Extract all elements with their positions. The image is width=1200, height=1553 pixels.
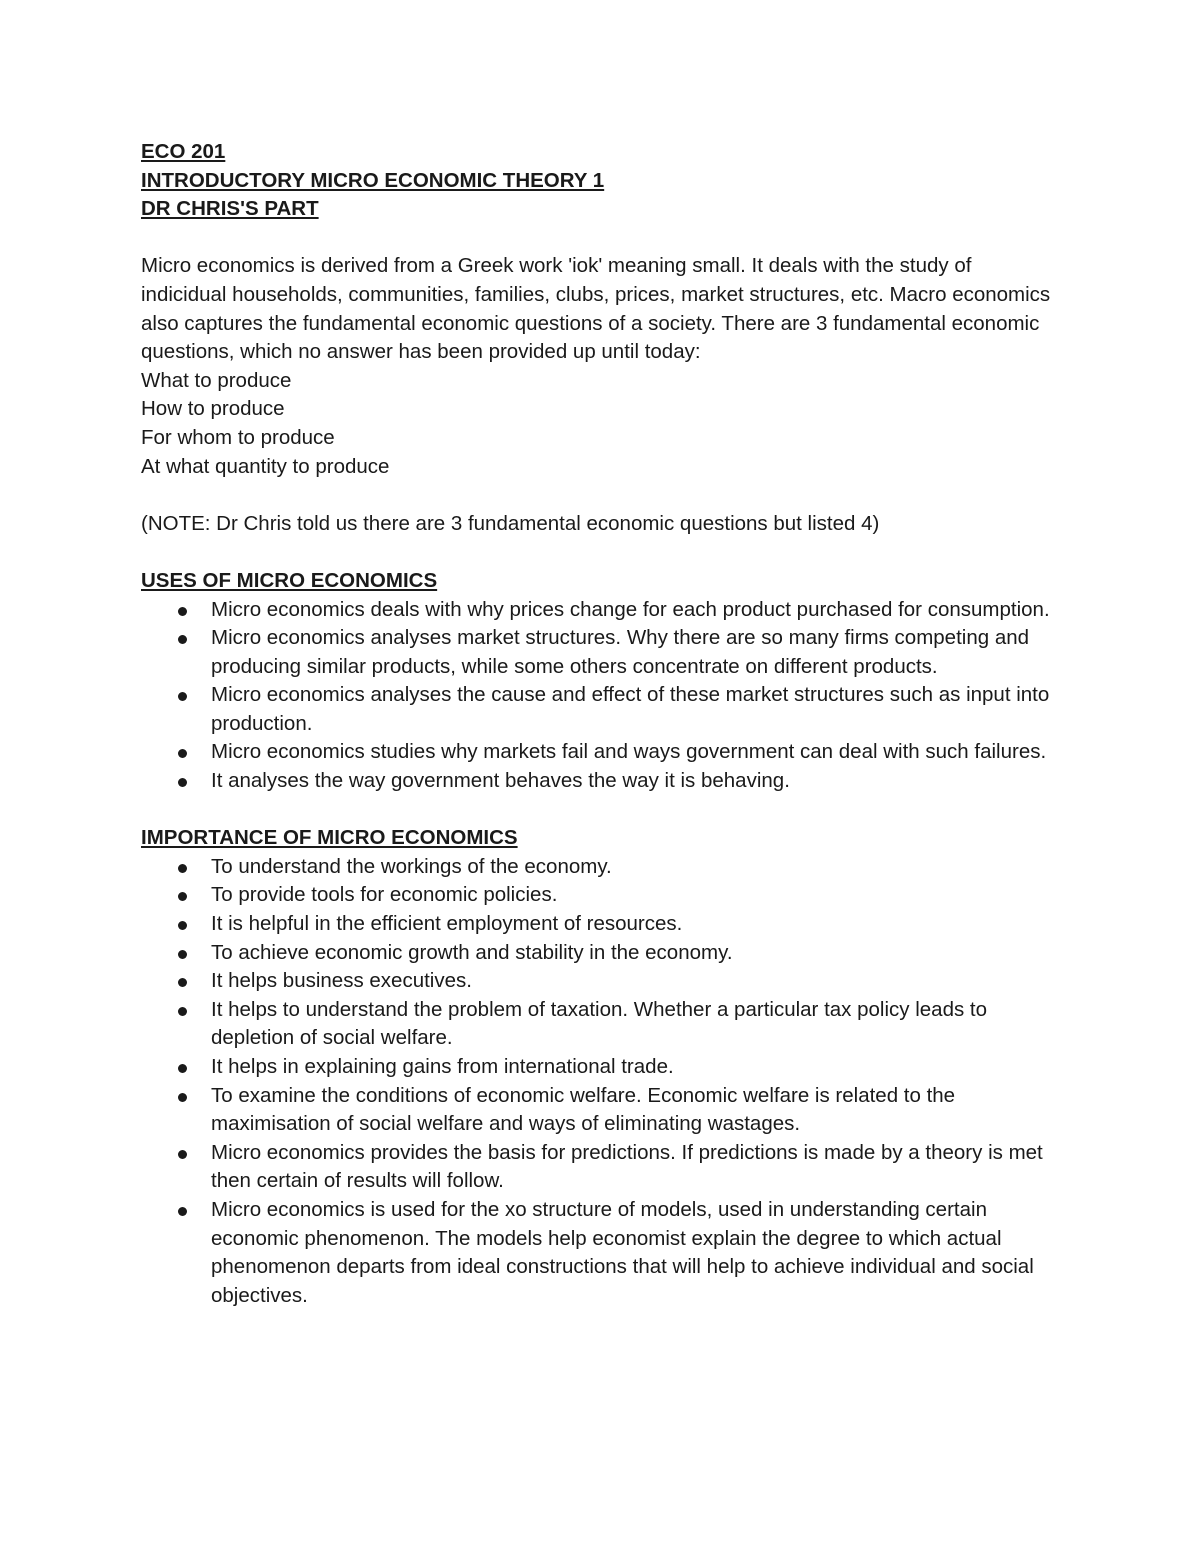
question-line: At what quantity to produce	[141, 454, 390, 478]
document-page	[141, 138, 1056, 1310]
uses-list	[141, 596, 1056, 796]
list-item-text: It helps to understand the problem of taxation. Whether a particular tax policy leads to depletion of social welfare.	[211, 997, 988, 1050]
list-item	[141, 767, 1056, 796]
list-item-text: Micro economics is used for the xo structure of models, used in understanding certain economic phenomenon. The models help economist explain the degree to which actual phenomenon departs from ideal constructions that will help to achieve individual and social objectives.	[211, 1197, 1034, 1307]
bullet-icon	[178, 892, 187, 901]
list-item	[141, 1196, 1056, 1310]
bullet-icon	[178, 864, 187, 873]
list-item-text: It helps in explaining gains from international trade.	[211, 1055, 674, 1078]
list-item-text: To achieve economic growth and stability in the economy.	[211, 940, 733, 964]
bullet-icon	[178, 1150, 187, 1159]
course-title-heading: INTRODUCTORY MICRO ECONOMIC THEORY 1	[141, 168, 605, 192]
importance-list	[141, 853, 1056, 1311]
list-item	[141, 681, 1056, 738]
list-item	[141, 996, 1056, 1053]
list-item	[141, 1139, 1056, 1196]
list-item-text: Micro economics studies why markets fail and ways government can deal with such failures.	[211, 740, 1047, 764]
list-item	[141, 881, 1056, 910]
bullet-icon	[178, 778, 187, 787]
uses-heading: USES OF MICRO ECONOMICS	[141, 568, 438, 592]
spacer	[141, 224, 1056, 253]
part-heading: DR CHRIS'S PART	[141, 197, 319, 221]
note-line: (NOTE: Dr Chris told us there are 3 fundamental economic questions but listed 4)	[141, 511, 880, 535]
bullet-icon	[178, 950, 187, 959]
list-item-text: Micro economics provides the basis for predictions. If predictions is made by a theory is met then certain of results will follow.	[211, 1140, 1043, 1193]
list-item-text: Micro economics deals with why prices change for each product purchased for consumption.	[211, 597, 1050, 621]
importance-heading: IMPORTANCE OF MICRO ECONOMICS	[141, 826, 518, 850]
list-item-text: It is helpful in the efficient employment of resources.	[211, 912, 683, 936]
bullet-icon	[178, 1093, 187, 1102]
list-item-text: It helps business executives.	[211, 969, 472, 993]
list-item	[141, 967, 1056, 996]
spacer	[141, 481, 1056, 510]
list-item	[141, 738, 1056, 767]
list-item	[141, 939, 1056, 968]
bullet-icon	[178, 635, 187, 644]
list-item	[141, 624, 1056, 681]
bullet-icon	[178, 921, 187, 930]
course-code-heading: ECO 201	[141, 140, 226, 163]
list-item	[141, 596, 1056, 625]
bullet-icon	[178, 978, 187, 987]
spacer	[141, 538, 1056, 567]
list-item	[141, 1082, 1056, 1139]
list-item	[141, 853, 1056, 882]
list-item	[141, 910, 1056, 939]
spacer	[141, 796, 1056, 825]
list-item-text: To provide tools for economic policies.	[211, 883, 558, 907]
list-item-text: To understand the workings of the economy.	[211, 854, 612, 878]
list-item	[141, 1053, 1056, 1082]
bullet-icon	[178, 607, 187, 616]
bullet-icon	[178, 692, 187, 701]
question-line: How to produce	[141, 397, 285, 421]
list-item-text: Micro economics analyses the cause and effect of these market structures such as input into production.	[211, 683, 1050, 735]
list-item-text: It analyses the way government behaves the way it is behaving.	[211, 769, 790, 793]
intro-paragraph: Micro economics is derived from a Greek work 'iok' meaning small. It deals with the study of indicidual households, communities, families, clubs, prices, market structures, etc. Macro economics also captures the fundamental economic questions of a society. There are 3 fundamental economic questions, which no answer has been provided up until today:	[141, 254, 1051, 364]
bullet-icon	[178, 1007, 187, 1016]
bullet-icon	[178, 1064, 187, 1073]
list-item-text: To examine the conditions of economic welfare. Economic welfare is related to the maximisation of social welfare and ways of eliminating wastages.	[211, 1083, 956, 1136]
list-item-text: Micro economics analyses market structures. Why there are so many firms competing and producing similar products, while some others concentrate on different products.	[211, 626, 1030, 678]
bullet-icon	[178, 749, 187, 758]
bullet-icon	[178, 1207, 187, 1216]
question-line: What to produce	[141, 368, 292, 392]
question-line: For whom to produce	[141, 425, 335, 449]
